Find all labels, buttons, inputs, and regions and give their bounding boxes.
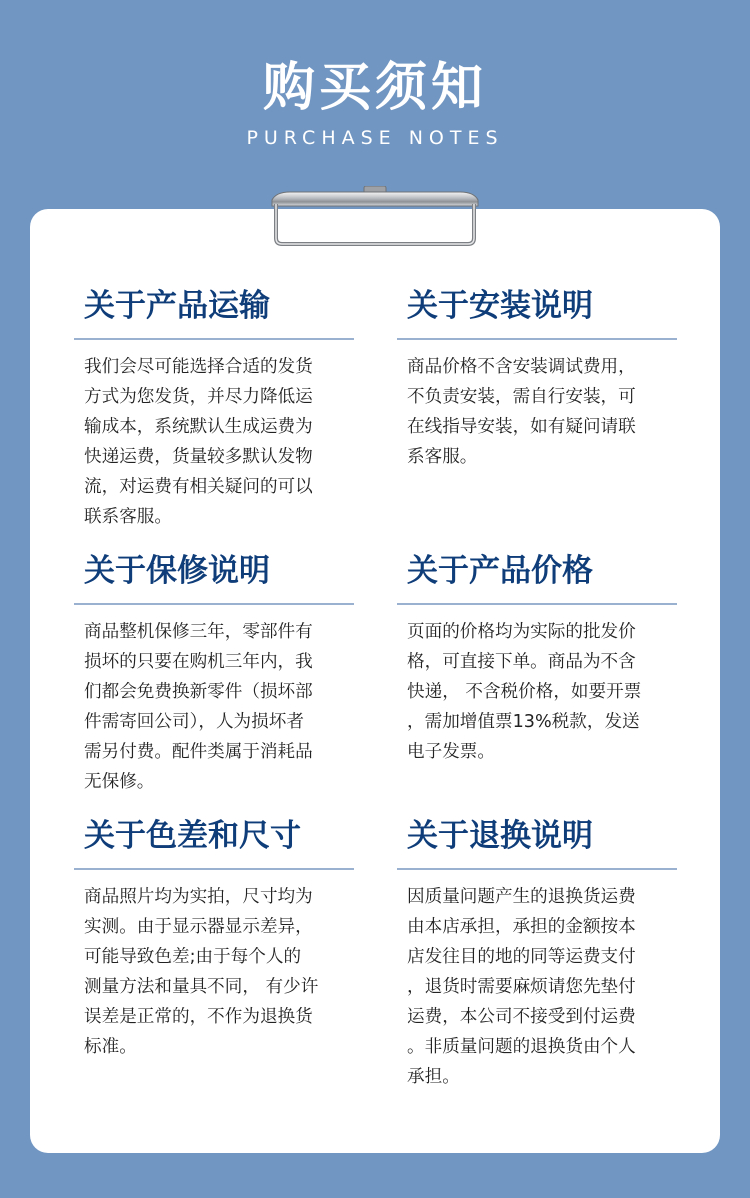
section-heading: 关于色差和尺寸: [84, 818, 301, 854]
body-line: 流，对运费有相关疑问的可以: [84, 477, 313, 497]
section-warranty: [74, 551, 354, 797]
section-body: [397, 882, 677, 1092]
section-price: [397, 551, 677, 767]
body-line: 店发往目的地的同等运费支付: [407, 947, 636, 967]
body-line: 快递运费，货量较多默认发物: [84, 447, 313, 467]
body-line: 实测。由于显示器显示差异，: [84, 917, 313, 937]
section-divider: [397, 338, 677, 340]
section-color-size: [74, 816, 354, 1062]
body-line: 电子发票。: [407, 742, 495, 762]
section-heading: 关于安装说明: [407, 288, 593, 324]
body-line: 在线指导安装，如有疑问请联: [407, 417, 636, 437]
body-line: 损坏的只要在购机三年内，我: [84, 652, 313, 672]
section-heading: 关于产品运输: [84, 288, 270, 324]
body-line: 输成本，系统默认生成运费为: [84, 417, 313, 437]
section-divider: [74, 868, 354, 870]
body-line: 承担。: [407, 1067, 460, 1087]
page-title: 购买须知: [262, 58, 487, 118]
body-line: 运费，本公司不接受到付运费: [407, 1007, 636, 1027]
section-body: [397, 352, 677, 472]
body-line: 快递， 不含税价格，如要开票: [407, 682, 642, 702]
body-line: 商品整机保修三年，零部件有: [84, 622, 313, 642]
body-line: 联系客服。: [84, 507, 172, 527]
body-line: 方式为您发货，并尽力降低运: [84, 387, 313, 407]
body-line: ，退货时需要麻烦请您先垫付: [407, 977, 636, 997]
section-divider: [397, 868, 677, 870]
body-line: 我们会尽可能选择合适的发货: [84, 357, 313, 377]
body-line: 无保修。: [84, 772, 155, 792]
section-divider: [397, 603, 677, 605]
body-line: 不负责安装，需自行安装，可: [407, 387, 636, 407]
section-body: [397, 617, 677, 767]
body-line: 测量方法和量具不同， 有少许: [84, 977, 319, 997]
section-divider: [74, 338, 354, 340]
body-line: 标准。: [84, 1037, 137, 1057]
body-line: 系客服。: [407, 447, 478, 467]
section-shipping: [74, 286, 354, 532]
body-line: 商品照片均为实拍，尺寸均为: [84, 887, 313, 907]
body-line: 格，可直接下单。商品为不含: [407, 652, 636, 672]
body-line: 由本店承担，承担的金额按本: [407, 917, 636, 937]
body-line: 们都会免费换新零件（损坏部: [84, 682, 313, 702]
body-line: 。非质量问题的退换货由个人: [407, 1037, 636, 1057]
body-line: 误差是正常的，不作为退换货: [84, 1007, 313, 1027]
section-installation: [397, 286, 677, 472]
section-heading: 关于退换说明: [407, 818, 593, 854]
section-heading: 关于保修说明: [84, 553, 270, 589]
clipboard-clip-icon: [266, 186, 484, 250]
section-divider: [74, 603, 354, 605]
body-line: 需另付费。配件类属于消耗品: [84, 742, 313, 762]
section-body: [74, 882, 354, 1062]
section-heading: 关于产品价格: [407, 553, 593, 589]
body-line: 页面的价格均为实际的批发价: [407, 622, 636, 642]
body-line: 可能导致色差;由于每个人的: [84, 947, 302, 967]
body-line: 商品价格不含安装调试费用，: [407, 357, 636, 377]
page-subtitle: PURCHASE NOTES: [246, 127, 504, 149]
body-line: ，需加增值票13%税款，发送: [407, 712, 640, 732]
body-line: 因质量问题产生的退换货运费: [407, 887, 636, 907]
section-body: [74, 617, 354, 797]
section-returns: [397, 816, 677, 1092]
body-line: 件需寄回公司），人为损坏者: [84, 712, 304, 732]
section-body: [74, 352, 354, 532]
